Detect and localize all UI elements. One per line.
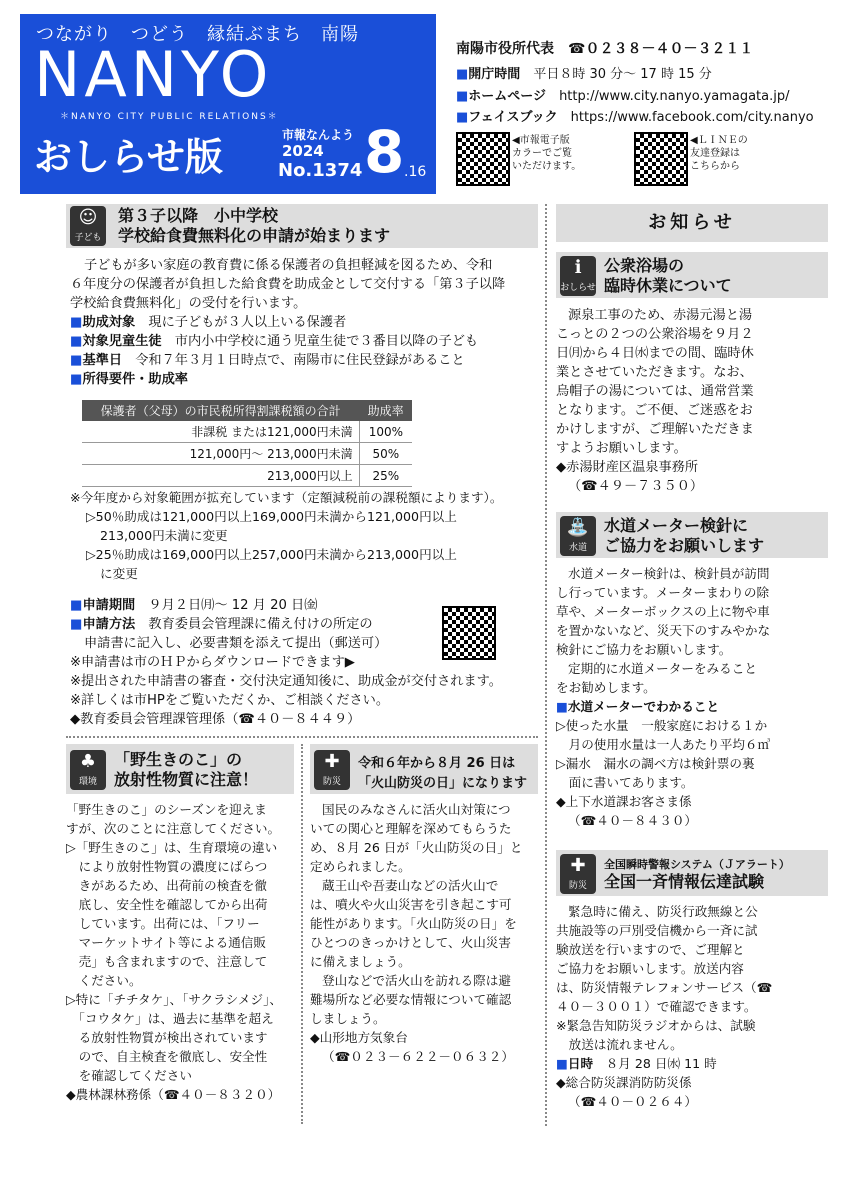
- expansion-note: に変更: [100, 566, 138, 581]
- table-cell-rate: 25%: [359, 465, 412, 487]
- issue-year: 2024: [282, 142, 324, 160]
- method-label: ■ 申請方法: [70, 617, 135, 632]
- jalert-title-line1: 全国瞬時警報システム（Ｊアラート）: [604, 858, 790, 871]
- office-hours-label: 開庁時間: [468, 67, 521, 82]
- bath-line: 烏帽子の湯については、通常営業: [556, 384, 754, 399]
- mushroom-line: により放射性物質の濃度にばらつ: [66, 859, 268, 874]
- volcano-line: め、８月 26 日が「火山防災の日」と: [310, 840, 523, 855]
- contact-onsen-phone: （☎４９－７３５０）: [568, 479, 704, 494]
- issue-month: 8: [364, 118, 405, 186]
- contact-onsen-office: ◆赤湯財産区温泉事務所: [556, 460, 699, 475]
- jalert-line: 緊急時に備え、防災行政無線と公: [568, 904, 758, 919]
- inquiry-note: ※詳しくは市HPをご覧いただくか、ご相談ください。: [70, 693, 390, 708]
- water-item: 面に書いてあります。: [556, 775, 694, 790]
- mushroom-line: しています。出荷には、「フリー: [66, 916, 260, 931]
- mushroom-line: 売」も含まれますので、注意して: [66, 954, 268, 969]
- mushroom-line: ので、自主検査を徹底し、安全性: [66, 1049, 268, 1064]
- income-req-row: [70, 370, 540, 389]
- row-divider: [66, 736, 538, 738]
- info-icon-label: おしらせ: [560, 283, 596, 293]
- masthead: [20, 14, 436, 194]
- bath-line: こっとの２つの公衆浴場を９月２: [556, 327, 754, 342]
- contact-disaster-dept: ◆総合防災課消防防災係: [556, 1075, 692, 1090]
- homepage-label: ホームページ: [468, 89, 547, 104]
- expansion-note: ▷50％助成は121,000円以上169,000円未満から121,000円以上: [86, 509, 457, 524]
- mushroom-line: 「コウタケ」は、過去に基準を超え: [66, 1011, 274, 1026]
- logo-subtitle: ＊NANYO CITY PUBLIC RELATIONS＊: [60, 112, 279, 122]
- water-sub-row: [556, 697, 834, 716]
- qr-code-ebook[interactable]: [456, 132, 510, 186]
- office-hours: ■開庁時間 平日８時 30 分～ 17 時 15 分: [456, 67, 712, 82]
- jalert-line: 放送は流れません。: [556, 1037, 683, 1052]
- info-icon: ℹ おしらせ: [560, 256, 596, 296]
- tagline: つながり つどう 縁結ぶまち 南陽: [36, 24, 359, 45]
- jalert-date-row: [556, 1054, 834, 1073]
- child-icon-label: 子ども: [74, 233, 102, 243]
- qr-ebook-note-line: ◀市報電子版: [512, 135, 570, 146]
- mushroom-title-line2: 放射性物質に注意！: [114, 770, 259, 789]
- table-row: [82, 465, 412, 487]
- jalert-body: [556, 902, 834, 1111]
- volcano-line: 定められました。: [310, 859, 411, 874]
- volcano-title-line2: 「火山防災の日」になります: [358, 776, 528, 791]
- table-row: [82, 443, 412, 465]
- target-value: 現に子どもが３人以上いる保護者: [148, 315, 347, 330]
- period-value: ９月２日㈪～ 12 月 20 日㈮: [148, 598, 318, 613]
- qr-line-note: [690, 134, 748, 173]
- qr-code-application[interactable]: [442, 606, 496, 660]
- water-item: 月の使用水量は一人あたり平均６㎥: [556, 737, 771, 752]
- table-cell-range: 非課税 または121,000円未満: [82, 421, 359, 443]
- water-line: 水道メーター検針は、検針員が訪問: [568, 566, 770, 581]
- mushroom-line: マーケットサイト等による通信販: [66, 935, 266, 950]
- contact-weather-phone: （☎０２３－６２２－０６３２）: [322, 1049, 514, 1064]
- water-body: [556, 564, 834, 830]
- qr-line-note-line: こちらから: [690, 161, 740, 172]
- issue-label: 市報なんよう: [282, 128, 355, 142]
- mushroom-line: 底し、安全性を確認してから出荷: [66, 897, 268, 912]
- water-item: ▷使った水量 一般家庭における１か: [556, 718, 768, 733]
- volcano-line: 難場所など必要な情報について確認: [310, 992, 512, 1007]
- bath-line: 業とさせていただきます。なお、: [556, 365, 753, 380]
- jalert-line: は、防災情報テレフォンサービス（☎: [556, 980, 773, 995]
- bath-line: 源泉工事のため、赤湯元湯と湯: [568, 308, 753, 323]
- contact-water-phone: （☎４０－８４３０）: [568, 813, 698, 828]
- contact-water-dept: ◆上下水道課お客さま係: [556, 794, 692, 809]
- jalert-date-value: ８月 28 日㈬ 11 時: [605, 1056, 717, 1071]
- jalert-line: ４０－３００１）で確認できます。: [556, 999, 757, 1014]
- homepage-url[interactable]: http://www.city.nanyo.yamagata.jp/: [559, 89, 790, 104]
- water-line: を置かないなど、災天下のすみやかな: [556, 623, 771, 638]
- mushroom-body: [66, 800, 298, 1104]
- article-title-line2: 学校給食費無料化の申請が始まります: [118, 226, 391, 245]
- volcano-line: 蔵王山や吾妻山などの活火山で: [322, 878, 499, 893]
- mushroom-line: すが、次のことに注意してください。: [66, 821, 281, 836]
- income-req-label: ■ 所得要件・助成率: [70, 372, 188, 387]
- volcano-line: 能性があります。「火山防災の日」を: [310, 916, 517, 931]
- base-date-label: ■ 基準日: [70, 353, 122, 368]
- facebook-label: フェイスブック: [468, 110, 558, 125]
- environment-icon-label: 環境: [78, 777, 97, 787]
- bath-line: となります。ご不便、ご迷惑をお: [556, 403, 753, 418]
- table-cell-range: 213,000円以上: [82, 465, 359, 487]
- article-title-line1: 第３子以降 小中学校: [118, 206, 279, 225]
- issue-number: No.1374: [278, 160, 363, 181]
- expansion-note: 213,000円未満に変更: [100, 528, 228, 543]
- disaster-icon-label: 防災: [322, 777, 341, 787]
- jalert-date-label: ■ 日時: [556, 1056, 593, 1071]
- qr-ebook-note-line: いただけます。: [512, 161, 582, 172]
- method-value: 教育委員会管理課に備え付けの所定の: [148, 617, 373, 632]
- mushroom-line: 「野生きのこ」のシーズンを迎えま: [66, 802, 267, 817]
- table-cell-rate: 100%: [359, 421, 412, 443]
- city-hall-phone: 南陽市役所代表 ☎０２３８－４０－３２１１: [456, 41, 754, 57]
- volcano-line: は、噴火や火山災害を引き起こす可: [310, 897, 512, 912]
- bath-body: [556, 306, 832, 496]
- intro-line: 子どもが多い家庭の教育費に係る保護者の負担軽減を図るため、令和: [84, 258, 493, 273]
- water-title-line1: 水道メーター検針に: [604, 516, 749, 535]
- volcano-line: いての関心と理解を深めてもらうた: [310, 821, 512, 836]
- table-header-income: 保護者（父母）の市民税所得割課税額の合計: [82, 400, 359, 421]
- volcano-line: 登山などで活火山を訪れる際は避: [322, 973, 511, 988]
- table-cell-range: 121,000円～ 213,000円未満: [82, 443, 359, 465]
- bath-title-line2: 臨時休業について: [604, 276, 732, 295]
- mushroom-line: を確認してください: [66, 1068, 192, 1083]
- facebook: ■フェイスブック https://www.facebook.com/city.nanyo: [456, 110, 814, 125]
- contact-education: ◆教育委員会管理課管理係（☎４０－８４４９）: [70, 712, 361, 727]
- intro-line: ６年度分の保護者が負担した給食費を助成金として交付する「第３子以降: [70, 277, 506, 292]
- mushroom-line: ください。: [66, 973, 142, 988]
- period-label: ■ 申請期間: [70, 598, 135, 613]
- water-line: 定期的に水道メーターをみること: [568, 661, 757, 676]
- homepage: ■ホームページ http://www.city.nanyo.yamagata.jp/: [456, 89, 790, 104]
- jalert-line: ※緊急告知防災ラジオからは、試験: [556, 1018, 756, 1033]
- table-header-rate: 助成率: [359, 400, 412, 421]
- intro-line: 学校給食費無料化」の受付を行います。: [70, 296, 307, 311]
- jalert-line: ご協力をお願いします。放送内容: [556, 961, 744, 976]
- water-item: ▷漏水 漏水の調べ方は検針票の裏: [556, 756, 755, 771]
- edition-title: おしらせ版: [34, 135, 223, 179]
- qr-line-note-line: ◀ＬＩＮＥの: [690, 135, 748, 146]
- mushroom-line: きがあるため、出荷前の検査を徹: [66, 878, 267, 893]
- subsidy-rate-table: [82, 400, 412, 487]
- water-sub-label: ■ 水道メーターでわかること: [556, 699, 719, 714]
- bath-line: 日㈪から４日㈬までの間、臨時休: [556, 346, 754, 361]
- faucet-icon: ⛲ 水道: [560, 516, 596, 556]
- student-label: ■ 対象児童生徒: [70, 334, 162, 349]
- child-icon: ☺ 子ども: [70, 206, 106, 246]
- water-line: をお勧めします。: [556, 680, 656, 695]
- payment-note: ※提出された申請書の審査・交付決定通知後に、助成金が交付されます。: [70, 674, 502, 689]
- student-row: [70, 332, 540, 351]
- column-divider: [545, 204, 547, 1126]
- table-cell-rate: 50%: [359, 443, 412, 465]
- disaster-prevention-icon: ✚ 防災: [314, 750, 350, 790]
- water-line: 草や、メーターボックスの上に物や車: [556, 604, 770, 619]
- water-title-line2: ご協力をお願いします: [604, 536, 765, 555]
- student-value: 市内小中学校に通う児童生徒で３番目以降の子ども: [174, 334, 479, 349]
- environment-icon: ♣ 環境: [70, 750, 106, 790]
- qr-code-line[interactable]: [634, 132, 688, 186]
- contact-disaster-phone: （☎４０－０２６４）: [568, 1094, 698, 1109]
- issue-day: .16: [404, 164, 427, 180]
- bath-line: かけしますが、ご理解いただきま: [556, 422, 754, 437]
- base-date-row: [70, 351, 540, 370]
- bath-line: すようお願いします。: [556, 441, 687, 456]
- qr-ebook-note-line: カラーでご覧: [512, 148, 572, 159]
- office-hours-value: 平日８時 30 分～ 17 時 15 分: [533, 67, 712, 82]
- jalert-line: 共施設等の戸別受信機から一斉に試: [556, 923, 758, 938]
- expansion-note: ※今年度から対象範囲が拡充しています（定額減税前の課税額によります）。: [70, 490, 503, 505]
- mushroom-line: ▷特に「チチタケ」、「サクラシメジ」、: [66, 992, 282, 1007]
- volcano-line: 国民のみなさんに活火山対策につ: [322, 802, 511, 817]
- water-line: 検針にご協力をお願いします。: [556, 642, 732, 657]
- bath-title-line1: 公衆浴場の: [604, 256, 685, 275]
- contact-forestry: ◆農林課林務係（☎４０－８３２０）: [66, 1087, 281, 1102]
- mushroom-title-line1: 「野生きのこ」の: [114, 750, 243, 769]
- jalert-line: 験放送を行いますので、ご理解と: [556, 942, 745, 957]
- volcano-title-line1: 令和６年から８月 26 日は: [358, 756, 516, 771]
- method-value-cont: 申請書に記入し、必要書類を添えて提出（郵送可）: [84, 636, 388, 651]
- mushroom-line: る放射性物質が検出されています: [66, 1030, 268, 1045]
- jalert-title-line2: 全国一斉情報伝達試験: [604, 872, 765, 891]
- qr-line-note-line: 友達登録は: [690, 148, 740, 159]
- download-note: ※申請書は市のＨＰからダウンロードできます▶: [70, 655, 355, 670]
- mushroom-line: ▷「野生きのこ」は、生育環境の違い: [66, 840, 278, 855]
- notices-heading: お知らせ: [556, 204, 828, 242]
- expansion-notes: [70, 488, 540, 583]
- base-date-value: 令和７年３月１日時点で、南陽市に住民登録があること: [135, 353, 465, 368]
- volcano-line: に備えましょう。: [310, 954, 411, 969]
- volcano-body: [310, 800, 542, 1066]
- target-row: [70, 313, 540, 332]
- table-row: [82, 421, 412, 443]
- volcano-line: しましょう。: [310, 1011, 386, 1026]
- volcano-line: ひとつのきっかけとして、火山災害: [310, 935, 511, 950]
- target-label: ■ 助成対象: [70, 315, 135, 330]
- siren-icon: ✚ 防災: [560, 854, 596, 894]
- nanyo-logo: NANYO: [34, 38, 273, 111]
- contact-weather-office: ◆山形地方気象台: [310, 1030, 408, 1045]
- water-line: し行っています。メーターまわりの除: [556, 585, 770, 600]
- column-divider: [301, 744, 303, 1124]
- school-lunch-body: [70, 256, 540, 389]
- siren-icon-label: 防災: [568, 881, 587, 891]
- expansion-note: ▷25％助成は169,000円以上257,000円未満から213,000円以上: [86, 547, 457, 562]
- faucet-icon-label: 水道: [568, 543, 587, 553]
- facebook-url[interactable]: https://www.facebook.com/city.nanyo: [570, 110, 814, 125]
- qr-ebook-note: [512, 134, 581, 173]
